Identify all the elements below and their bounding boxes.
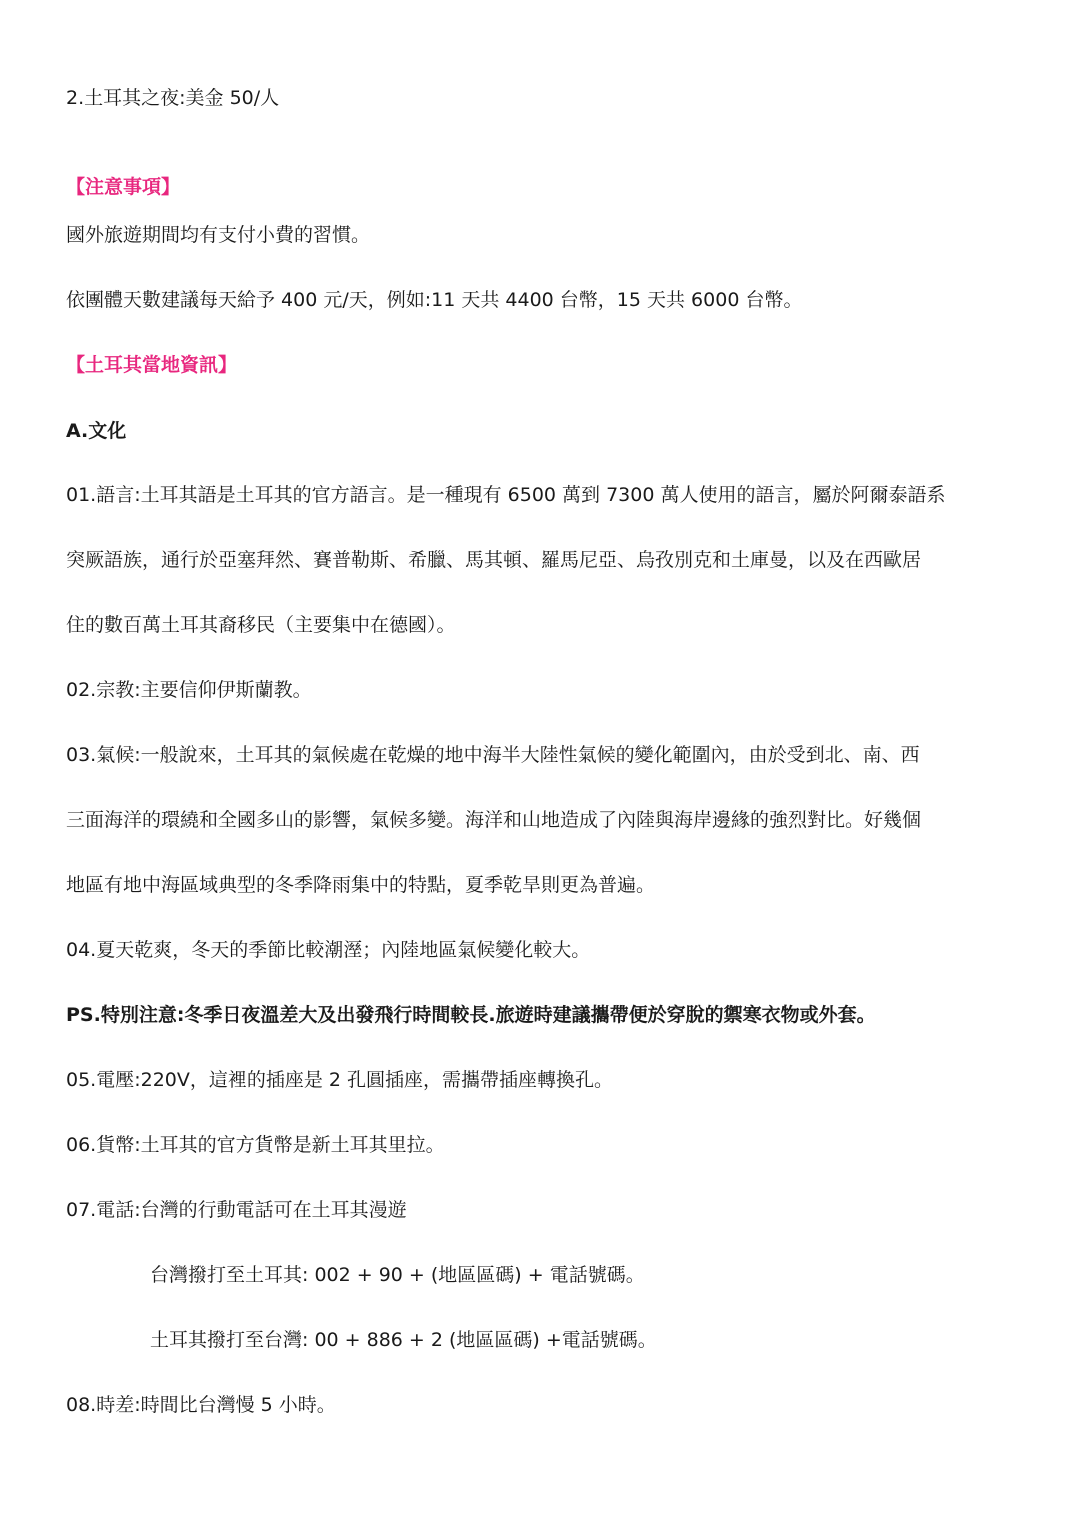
phone-line: 07.電話:台灣的行動電話可在土耳其漫遊 [66,1199,407,1221]
notice-heading: 【注意事項】 [66,176,181,198]
currency-line: 06.貨幣:土耳其的官方貨幣是新土耳其里拉。 [66,1134,445,1156]
phone-tw-to-tr-line: 台灣撥打至土耳其: 002 + 90 + (地區區碼) + 電話號碼。 [150,1264,645,1286]
local-info-heading: 【土耳其當地資訊】 [66,354,238,376]
ps-note-line: PS.特別注意:冬季日夜溫差大及出發飛行時間較長.旅遊時建議攜帶便於穿脫的禦寒衣物或外套。 [66,1004,876,1026]
climate-line-2: 三面海洋的環繞和全國多山的影響，氣候多變。海洋和山地造成了內陸與海岸邊緣的強烈對比。好幾個 [66,809,922,831]
time-difference-line: 08.時差:時間比台灣慢 5 小時。 [66,1394,336,1416]
phone-tr-to-tw-line: 土耳其撥打至台灣: 00 + 886 + 2 (地區區碼) +電話號碼。 [150,1329,657,1351]
notice-tipping-line: 國外旅遊期間均有支付小費的習慣。 [66,224,371,246]
language-line-3: 住的數百萬土耳其裔移民（主要集中在德國）。 [66,614,456,636]
climate-line-1: 03.氣候:一般說來，土耳其的氣候處在乾燥的地中海半大陸性氣候的變化範圍內，由於受到北、南、西 [66,744,920,766]
notice-tip-amount-line: 依團體天數建議每天給予 400 元/天，例如:11 天共 4400 台幣，15 天共 6000 台幣。 [66,289,803,311]
language-line-2: 突厥語族，通行於亞塞拜然、賽普勒斯、希臘、馬其頓、羅馬尼亞、烏孜別克和土庫曼，以及在西歐居 [66,549,922,571]
culture-heading: A.文化 [66,420,127,442]
language-line-1: 01.語言:土耳其語是土耳其的官方語言。是一種現有 6500 萬到 7300 萬人使用的語言，屬於阿爾泰語系 [66,484,946,506]
summer-line: 04.夏天乾爽，冬天的季節比較潮溼；內陸地區氣候變化較大。 [66,939,591,961]
climate-line-3: 地區有地中海區域典型的冬季降雨集中的特點，夏季乾旱則更為普遍。 [66,874,656,896]
voltage-line: 05.電壓:220V，這裡的插座是 2 孔圓插座，需攜帶插座轉換孔。 [66,1069,614,1091]
evening-price-line: 2.土耳其之夜:美金 50/人 [66,87,280,109]
religion-line: 02.宗教:主要信仰伊斯蘭教。 [66,679,312,701]
